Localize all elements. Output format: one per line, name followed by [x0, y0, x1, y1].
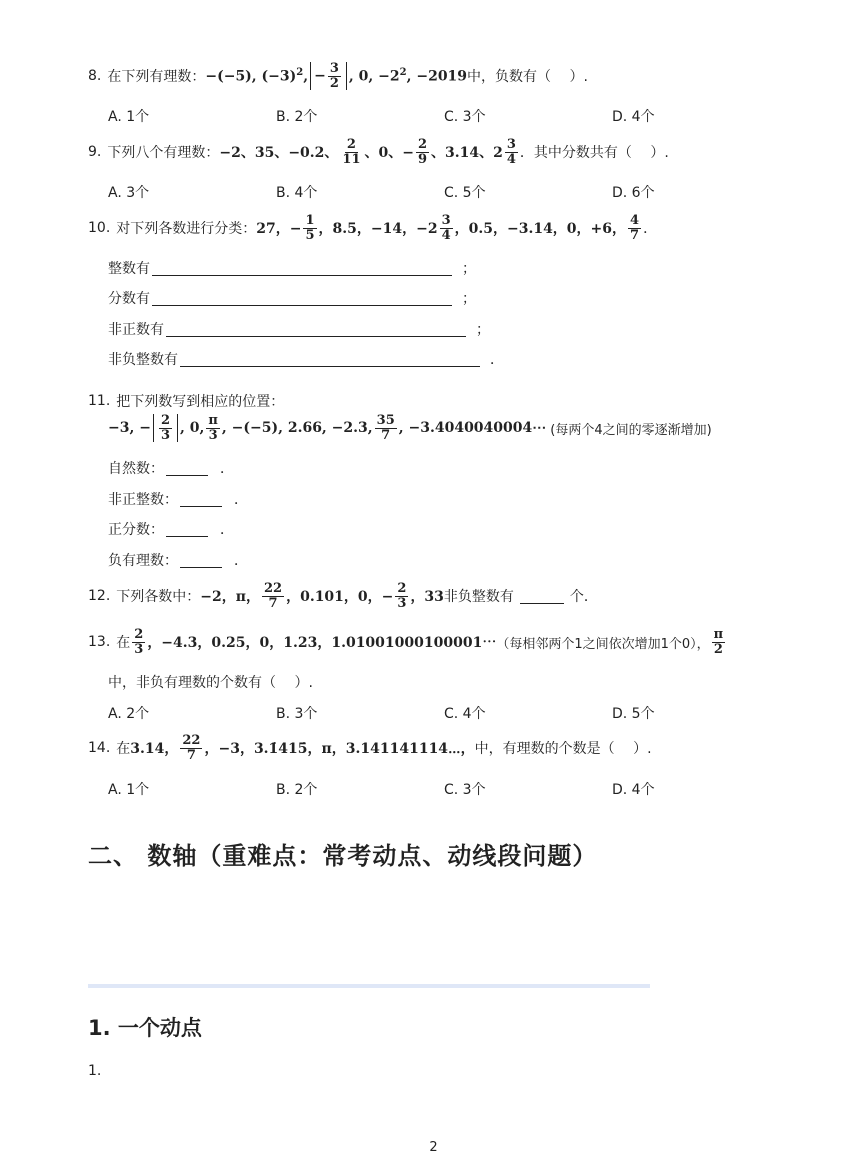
- fill-row: 自然数： ．: [108, 461, 234, 477]
- fill-row: 正分数： ．: [108, 522, 234, 538]
- question-number: 9.: [88, 144, 102, 161]
- absolute-value: [153, 414, 178, 442]
- absolute-value: − $\frac{3}{2}$: [310, 62, 347, 90]
- option-a: A. 1个: [108, 109, 150, 125]
- option-a: A. 3个: [108, 185, 150, 201]
- option-d: D. 6个: [612, 185, 655, 201]
- section-heading: 二、 数轴（重难点：常考动点、动线段问题）: [88, 842, 598, 870]
- option-a: A. 1个: [108, 782, 150, 798]
- option-c: C. 5个: [444, 185, 486, 201]
- fraction: $\frac{3}{4}$: [506, 137, 516, 167]
- option-d: D. 4个: [612, 109, 655, 125]
- answer-blank[interactable]: [180, 492, 222, 507]
- question-number: 12.: [88, 588, 111, 605]
- fraction: $\frac{2}{3}$: [160, 413, 170, 443]
- fraction: $\frac{2}{9}$: [417, 137, 428, 167]
- item-number: 1.: [88, 1063, 102, 1079]
- fraction: $\frac{2}{3}$: [134, 627, 144, 657]
- fill-row: 非负整数有 ．: [108, 352, 504, 368]
- question-number: 13.: [88, 634, 111, 651]
- fraction: $\frac{22}{7}$: [263, 581, 283, 611]
- question-10-stem: 10. 对下列各数进行分类： 27，− $\frac{1}{5}$ ，8.5，−14，−2 $\frac{3}{4}$ ，0.5，−3.14，0，+6， $\frac{4}{7}$ ．: [88, 213, 658, 243]
- fraction: $\frac{\pi}{3}$: [208, 413, 218, 443]
- fill-row: 负有理数： ．: [108, 553, 248, 569]
- fill-row: 整数有 ；: [108, 261, 476, 277]
- option-b: B. 4个: [276, 185, 318, 201]
- fraction: $\frac{2}{11}$: [342, 137, 361, 167]
- divider: [88, 984, 650, 988]
- fill-row: 非正数有 ；: [108, 322, 490, 338]
- fraction: $\frac{2}{3}$: [397, 581, 407, 611]
- question-number: 8.: [88, 68, 102, 85]
- answer-blank[interactable]: [152, 291, 452, 306]
- fraction: $\frac{3}{2}$: [329, 61, 339, 91]
- question-number: 14.: [88, 740, 111, 757]
- fraction: $\frac{\pi}{2}$: [713, 627, 724, 657]
- question-13-continued: 中，非负有理数的个数有（ ）.: [108, 675, 313, 691]
- option-b: B. 2个: [276, 782, 318, 798]
- fill-row: 非正整数： ．: [108, 492, 248, 508]
- subsection-heading: 1. 一个动点: [88, 1016, 202, 1040]
- answer-blank[interactable]: [166, 461, 208, 476]
- fraction: $\frac{4}{7}$: [630, 213, 640, 243]
- option-b: B. 2个: [276, 109, 318, 125]
- question-11-stem: 11. 把下列数写到相应的位置：: [88, 393, 285, 410]
- answer-blank[interactable]: [166, 522, 208, 537]
- question-13-stem: 13. 在 $\frac{2}{3}$ ，−4.3，0.25，0，1.23，1.01001000100001⋯ （每相邻两个1之间依次增加1个0）， $\frac{\pi}{2}$: [88, 627, 724, 657]
- answer-blank[interactable]: [180, 352, 480, 367]
- option-c: C. 3个: [444, 109, 486, 125]
- fraction: $\frac{35}{7}$: [376, 413, 395, 443]
- answer-blank[interactable]: [152, 261, 452, 276]
- question-8-stem: 8. 在下列有理数： −(−5), $(-3)^2$, − $\frac{3}{2}$ , 0, $-2^2$, −2019 中，负数有（ ）.: [88, 61, 588, 91]
- question-number: 11.: [88, 393, 111, 409]
- page-number: 2: [429, 1140, 438, 1155]
- question-number: 10.: [88, 220, 111, 237]
- fill-row: 分数有 ；: [108, 291, 476, 307]
- option-d: D. 5个: [612, 706, 655, 722]
- option-c: C. 3个: [444, 782, 486, 798]
- answer-blank[interactable]: [180, 553, 222, 568]
- answer-blank[interactable]: [166, 322, 466, 337]
- fraction: $\frac{3}{4}$: [441, 213, 451, 243]
- question-12-stem: 12. 下列各数中： −2，π， $\frac{22}{7}$ ，0.101，0，− $\frac{2}{3}$ ，33 非负整数有 个．: [88, 581, 598, 611]
- question-9-stem: 9. 下列八个有理数： −2、35、−0.2、 $\frac{2}{11}$ 、0、− $\frac{2}{9}$ 、3.14、2 $\frac{3}{4}$ ．其中分数共有（ ）.: [88, 137, 669, 167]
- fraction: $\frac{1}{5}$: [305, 213, 315, 243]
- answer-blank[interactable]: [520, 589, 564, 604]
- question-11-numbers: −3, − $\frac{2}{3}$ , 0, $\frac{\pi}{3}$ , −(−5), 2.66, −2.3, $\frac{35}{7}$ , −3.4040040004⋯ (每两个4之间的零逐渐增加): [108, 413, 712, 443]
- option-d: D. 4个: [612, 782, 655, 798]
- option-b: B. 3个: [276, 706, 318, 722]
- question-14-stem: 14. 在 3.14， $\frac{22}{7}$ ，−3，3.1̇415̇，π，3.141141114⋯， 中，有理数的个数是（ ）.: [88, 733, 652, 763]
- option-c: C. 4个: [444, 706, 486, 722]
- option-a: A. 2个: [108, 706, 150, 722]
- fraction: $\frac{22}{7}$: [182, 733, 201, 763]
